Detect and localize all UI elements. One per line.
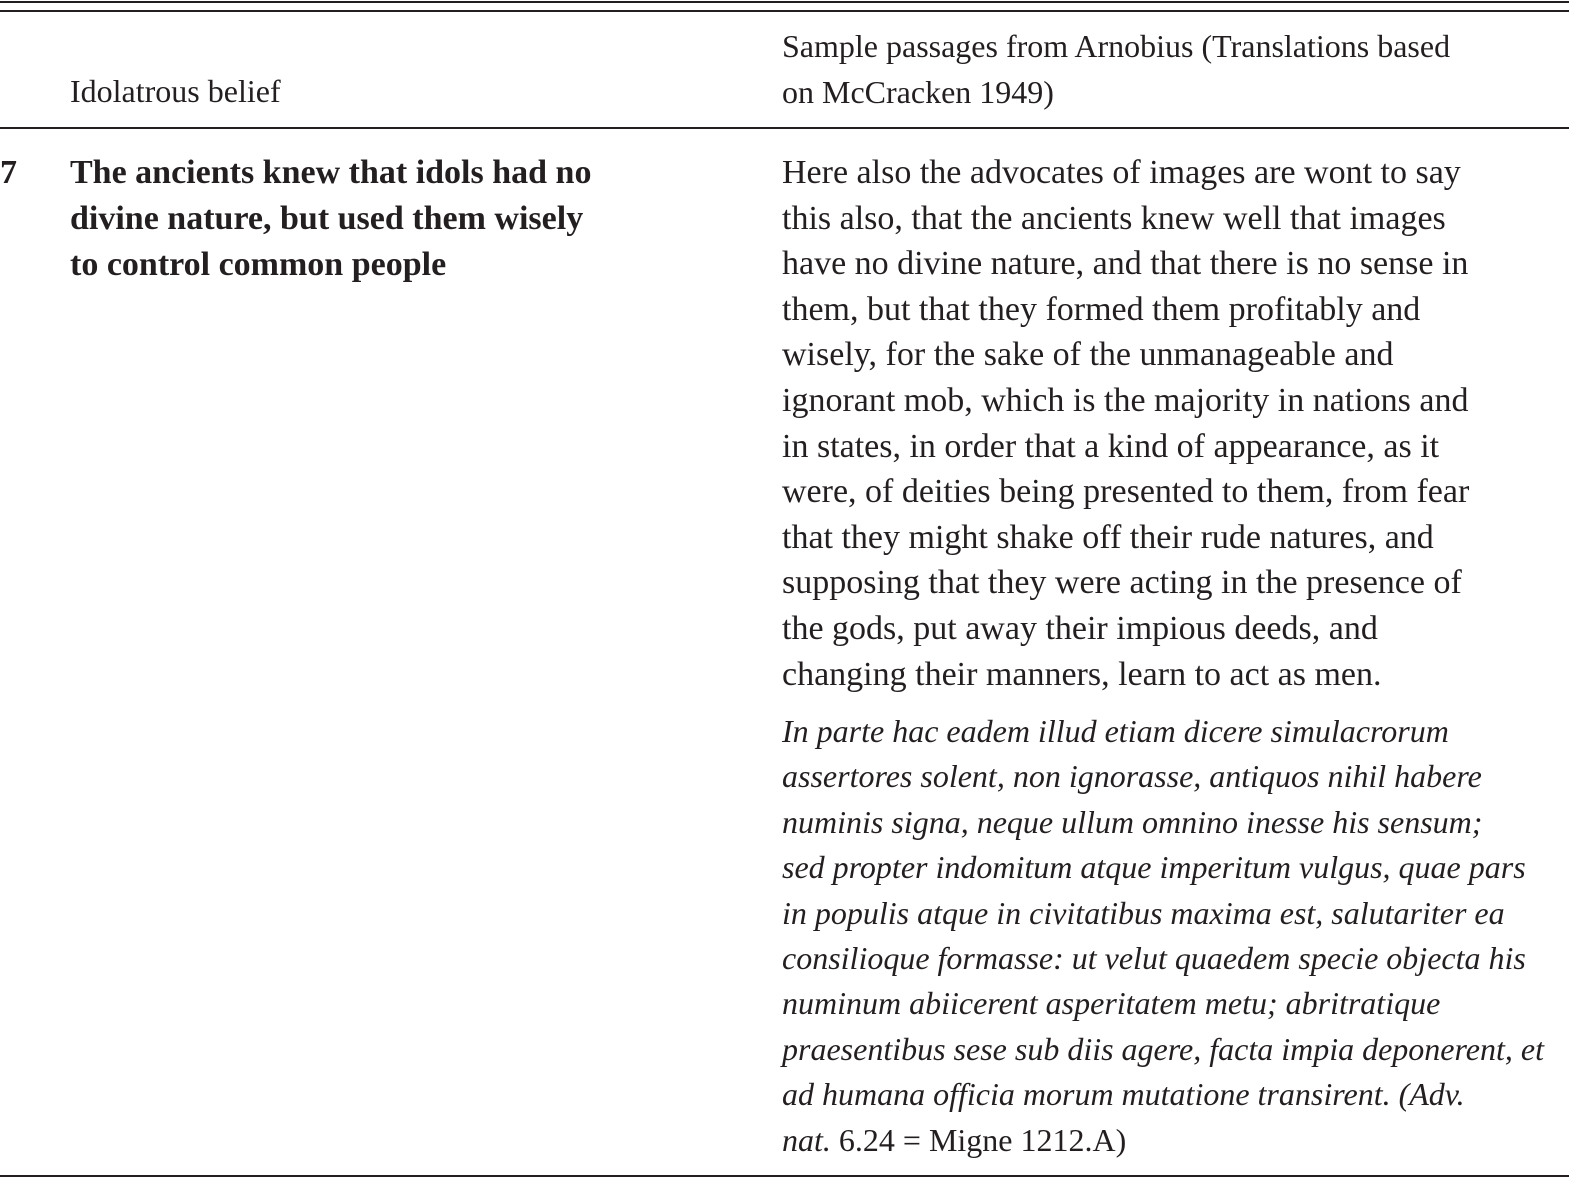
table-top-rule-inner (0, 10, 1569, 12)
latin-line: numinum abiicerent asperitatem metu; abritratique (782, 985, 1441, 1022)
translation-line: have no divine nature, and that there is no sense in (782, 245, 1469, 283)
header-sample-passages-line: on McCracken 1949) (782, 74, 1054, 110)
latin-line: in populis atque in civitatibus maxima est, salutariter ea (782, 894, 1505, 931)
latin-line: consilioque formasse: ut velut quaedem specie objecta his (782, 940, 1526, 977)
translation-line: changing their manners, learn to act as men. (782, 655, 1382, 693)
belief-line: divine nature, but used them wisely (70, 200, 584, 237)
translation-line: supposing that they were acting in the presence of (782, 564, 1462, 602)
translation-line: Here also the advocates of images are wont to say (782, 154, 1461, 191)
latin-line: praesentibus sese sub diis agere, facta impia deponerent, et (782, 1030, 1544, 1067)
header-divider-rule (0, 127, 1569, 129)
english-translation (782, 150, 1569, 697)
belief-line: to control common people (70, 246, 447, 283)
latin-citation-line (782, 1118, 1569, 1163)
translation-line: in states, in order that a kind of appearance, as it (782, 427, 1440, 465)
translation-line: that they might shake off their rude natures, and (782, 518, 1434, 556)
latin-line: ad humana officia morum mutatione transirent. (Adv. (782, 1076, 1465, 1113)
translation-line: ignorant mob, which is the majority in nations and (782, 381, 1469, 419)
belief-text (70, 150, 760, 288)
belief-line: The ancients knew that idols had no (70, 154, 592, 191)
latin-citation-italic: nat. (782, 1121, 831, 1158)
translation-line: this also, that the ancients knew well that images (782, 199, 1446, 237)
latin-line: numinis signa, neque ullum omnino inesse his sensum; (782, 803, 1483, 840)
latin-original (782, 709, 1569, 1163)
citation-reference: 6.24 = Migne 1212.A) (838, 1121, 1127, 1158)
header-idolatrous-belief: Idolatrous belief (70, 73, 281, 109)
translation-line: them, but that they formed them profitably and (782, 290, 1421, 328)
header-sample-passages-line: Sample passages from Arnobius (Translations based (782, 28, 1451, 64)
translation-line: the gods, put away their impious deeds, and (782, 609, 1378, 647)
translation-line: wisely, for the sake of the unmanageable and (782, 336, 1394, 374)
table-top-rule-outer (0, 1, 1569, 3)
latin-line: In parte hac eadem illud etiam dicere simulacrorum (782, 713, 1449, 749)
latin-line: sed propter indomitum atque imperitum vulgus, quae pars (782, 849, 1526, 886)
latin-line: assertores solent, non ignorasse, antiquos nihil habere (782, 758, 1482, 795)
header-sample-passages (782, 23, 1569, 115)
translation-line: were, of deities being presented to them, from fear (782, 473, 1470, 511)
row-number: 7 (0, 154, 17, 191)
table-bottom-rule (0, 1175, 1569, 1177)
